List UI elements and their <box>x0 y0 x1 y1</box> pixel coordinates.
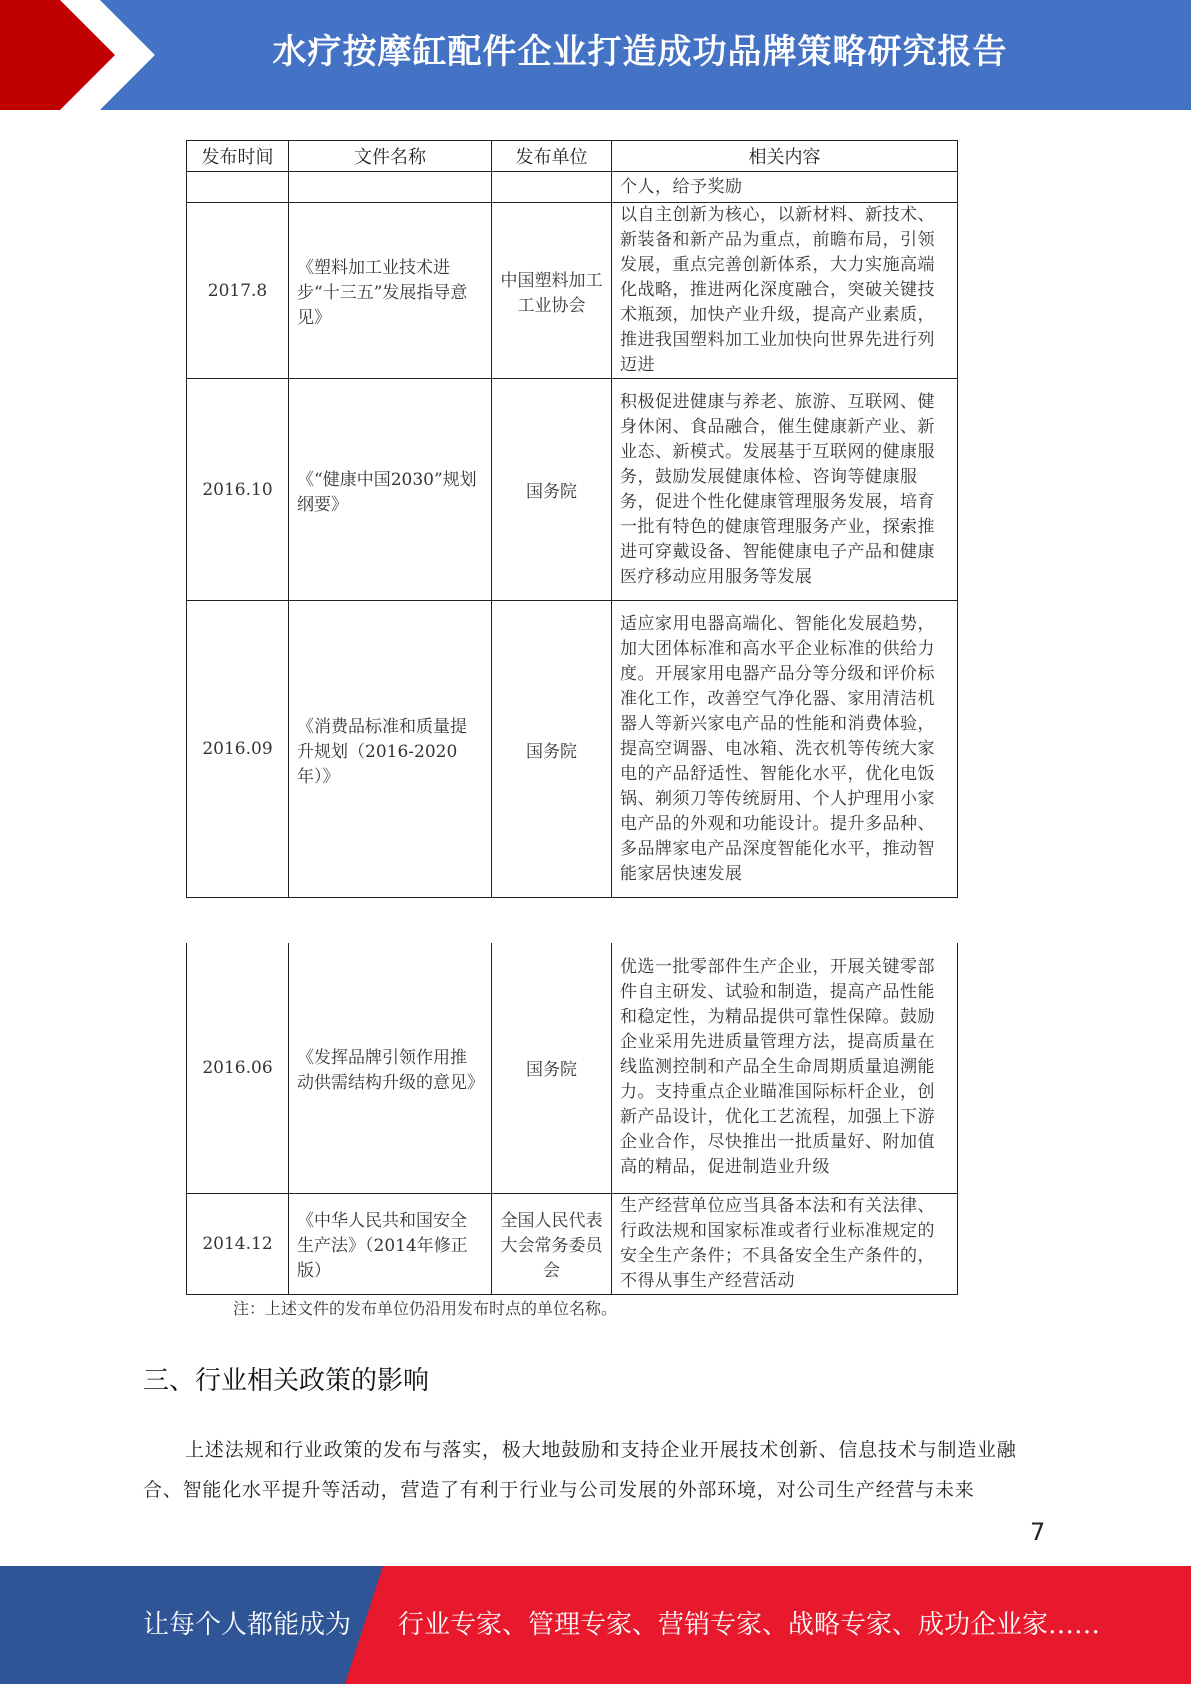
footer-slogan-left: 让每个人都能成为 <box>143 1610 352 1640</box>
cell-date: 2016.10 <box>187 379 289 601</box>
cell-date: 2016.09 <box>187 601 289 898</box>
table-row <box>187 203 958 379</box>
policy-table-part-1 <box>186 140 958 898</box>
cell-content: 个人，给予奖励 <box>612 172 958 203</box>
cell-content: 以自主创新为核心，以新材料、新技术、新装备和新产品为重点，前瞻布局，引领发展，重点完善创新体系，大力实施高端化战略，推进两化深度融合，突破关键技术瓶颈，加快产业升级，提高产业素质，推进我国塑料加工业加快向世界先进行列迈进 <box>612 203 958 379</box>
cell-document-name: 《“健康中国2030”规划纲要》 <box>289 379 492 601</box>
cell-date: 2016.06 <box>187 943 289 1193</box>
table-footnote: 注：上述文件的发布单位仍沿用发布时点的单位名称。 <box>233 1299 618 1318</box>
cell-document-name: 《消费品标准和质量提升规划（2016-2020年）》 <box>289 601 492 898</box>
page-header <box>0 0 1191 112</box>
page-footer <box>0 1566 1191 1684</box>
cell-date <box>187 172 289 203</box>
page-number: 7 <box>1030 1518 1046 1546</box>
cell-issuer: 中国塑料加工工业协会 <box>492 203 612 379</box>
header-document-name: 文件名称 <box>289 141 492 172</box>
cell-issuer: 国务院 <box>492 601 612 898</box>
cell-issuer: 国务院 <box>492 379 612 601</box>
table-header-row <box>187 141 958 172</box>
cell-issuer: 国务院 <box>492 943 612 1193</box>
section-heading: 三、行业相关政策的影响 <box>143 1366 430 1396</box>
cell-date: 2017.8 <box>187 203 289 379</box>
body-paragraph: 上述法规和行业政策的发布与落实，极大地鼓励和支持企业开展技术创新、信息技术与制造业融合、智能化水平提升等活动，营造了有利于行业与公司发展的外部环境，对公司生产经营与未来 <box>143 1439 1017 1501</box>
cell-content: 适应家用电器高端化、智能化发展趋势，加大团体标准和高水平企业标准的供给力度。开展家用电器产品分等分级和评价标准化工作，改善空气净化器、家用清洁机器人等新兴家电产品的性能和消费体验，提高空调器、电冰箱、洗衣机等传统大家电的产品舒适性、智能化水平，优化电饭锅、剃须刀等传统厨用、个人护理用小家电产品的外观和功能设计。提升多品种、多品牌家电产品深度智能化水平，推动智能家居快速发展 <box>612 601 958 898</box>
cell-document-name: 《塑料加工业技术进步“十三五”发展指导意见》 <box>289 203 492 379</box>
footer-slogan-right: 行业专家、管理专家、营销专家、战略专家、成功企业家…… <box>398 1610 1101 1640</box>
table-row <box>187 601 958 898</box>
cell-document-name: 《发挥品牌引领作用推动供需结构升级的意见》 <box>289 943 492 1193</box>
header-issuer: 发布单位 <box>492 141 612 172</box>
policy-table-part-2 <box>186 943 958 1295</box>
header-date: 发布时间 <box>187 141 289 172</box>
cell-content: 生产经营单位应当具备本法和有关法律、行政法规和国家标准或者行业标准规定的安全生产条件；不具备安全生产条件的，不得从事生产经营活动 <box>612 1193 958 1294</box>
cell-issuer <box>492 172 612 203</box>
table-row <box>187 379 958 601</box>
cell-content: 优选一批零部件生产企业，开展关键零部件自主研发、试验和制造，提高产品性能和稳定性，为精品提供可靠性保障。鼓励企业采用先进质量管理方法，提高质量在线监测控制和产品全生命周期质量追溯能力。支持重点企业瞄准国际标杆企业，创新产品设计，优化工艺流程，加强上下游企业合作，尽快推出一批质量好、附加值高的精品，促进制造业升级 <box>612 943 958 1193</box>
cell-document-name: 《中华人民共和国安全生产法》（2014年修正版） <box>289 1193 492 1294</box>
cell-date: 2014.12 <box>187 1193 289 1294</box>
cell-issuer: 全国人民代表大会常务委员会 <box>492 1193 612 1294</box>
table-row <box>187 943 958 1193</box>
cell-content: 积极促进健康与养老、旅游、互联网、健身休闲、食品融合，催生健康新产业、新业态、新模式。发展基于互联网的健康服务，鼓励发展健康体检、咨询等健康服务，促进个性化健康管理服务发展，培育一批有特色的健康管理服务产业，探索推进可穿戴设备、智能健康电子产品和健康医疗移动应用服务等发展 <box>612 379 958 601</box>
table-row <box>187 1193 958 1294</box>
table-row <box>187 172 958 203</box>
cell-document-name <box>289 172 492 203</box>
header-content: 相关内容 <box>612 141 958 172</box>
header-title: 水疗按摩缸配件企业打造成功品牌策略研究报告 <box>272 32 1008 72</box>
